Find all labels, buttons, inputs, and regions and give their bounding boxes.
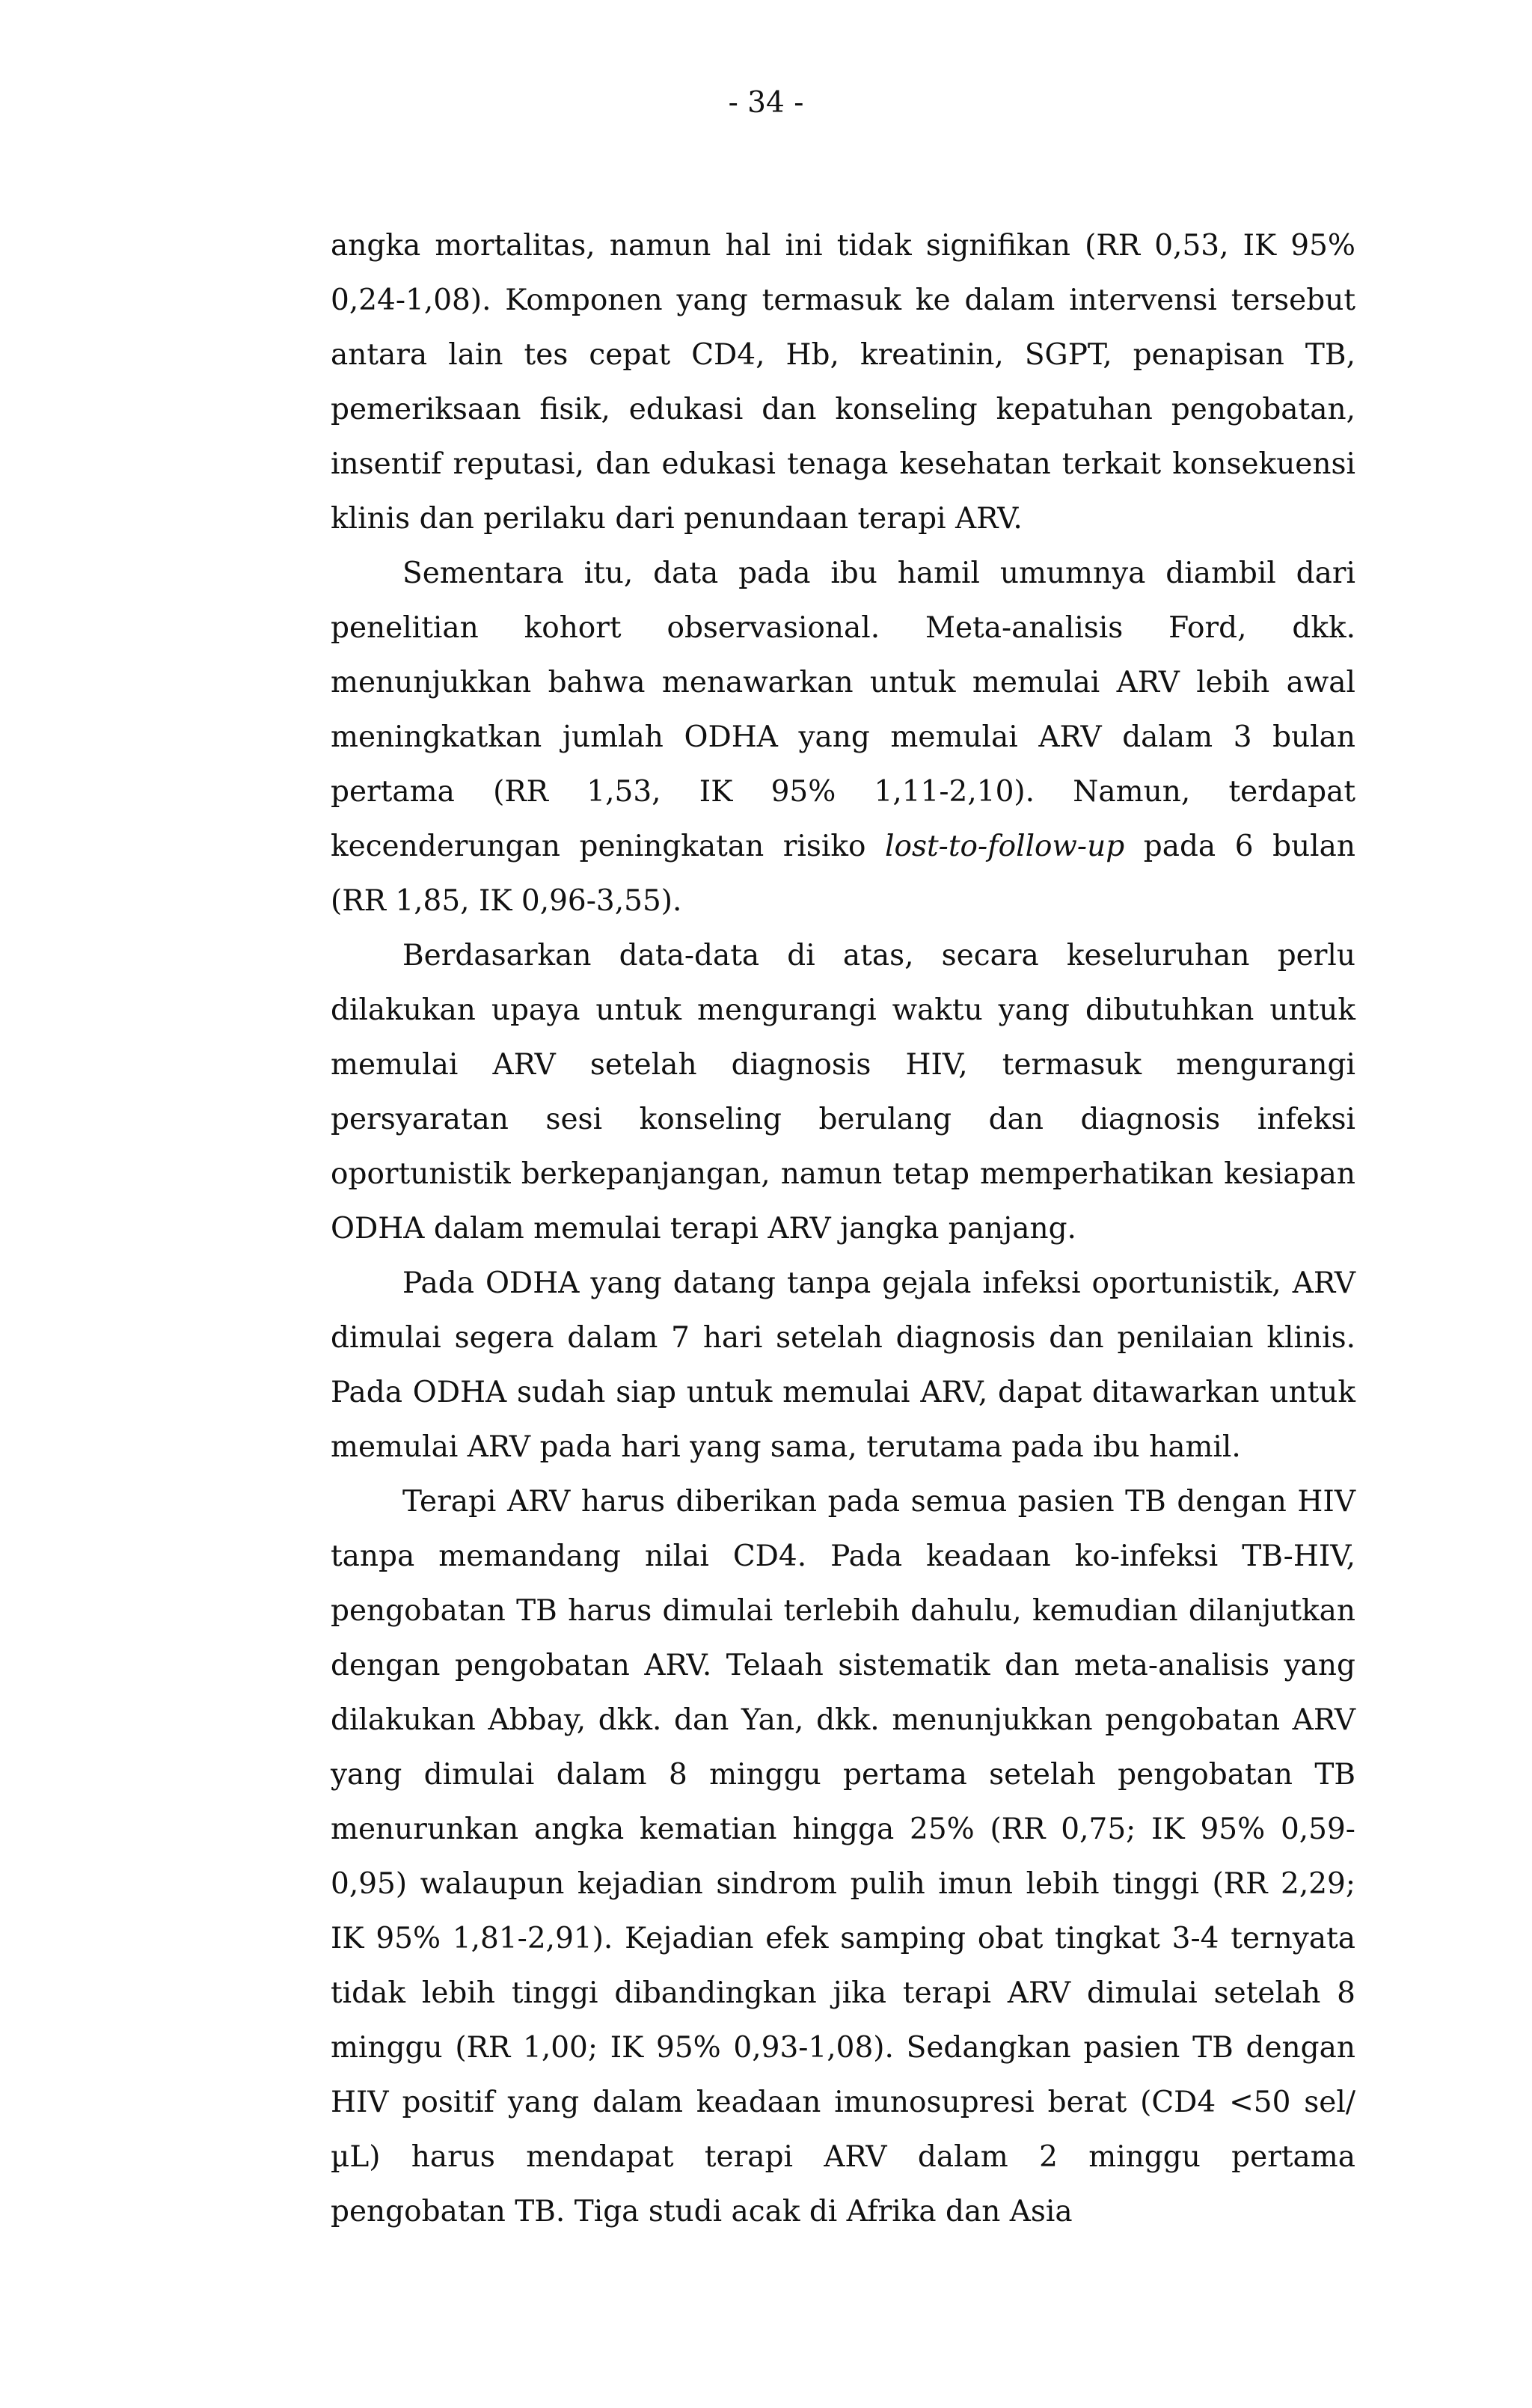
paragraph-3: Berdasarkan data-data di atas, secara keseluruhan perlu dilakukan upaya untuk mengurangi waktu yang dibutuhkan untuk memulai ARV setelah diagnosis HIV, termasuk mengurangi persyaratan sesi konseling berulang dan diagnosis infeksi oportunistik berkepanjangan, namun tetap memperhatikan kesiapan ODHA dalam memulai terapi ARV jangka panjang. <box>331 939 1355 1246</box>
document-body <box>331 218 1355 2239</box>
paragraph-2-text-end: pada 6 bulan (RR 1,85, IK 0,96-3,55). <box>331 830 1355 918</box>
paragraph-2-text-start: Sementara itu, data pada ibu hamil umumnya diambil dari penelitian kohort observasional. Meta-analisis Ford, dkk. menunjukkan bahwa menawarkan untuk memulai ARV lebih awal meningkatkan jumlah ODHA yang memulai ARV dalam 3 bulan pertama (RR 1,53, IK 95% 1,11-2,10). Namun, terdapat kecenderungan peningkatan risiko <box>331 557 1355 863</box>
paragraph-5: Terapi ARV harus diberikan pada semua pasien TB dengan HIV tanpa memandang nilai CD4. Pada keadaan ko-infeksi TB-HIV, pengobatan TB harus dimulai terlebih dahulu, kemudian dilanjutkan dengan pengobatan ARV. Telaah sistematik dan meta-analisis yang dilakukan Abbay, dkk. dan Yan, dkk. menunjukkan pengobatan ARV yang dimulai dalam 8 minggu pertama setelah pengobatan TB menurunkan angka kematian hingga 25% (RR 0,75; IK 95% 0,59-0,95) walaupun kejadian sindrom pulih imun lebih tinggi (RR 2,29; IK 95% 1,81-2,91). Kejadian efek samping obat tingkat 3-4 ternyata tidak lebih tinggi dibandingkan jika terapi ARV dimulai setelah 8 minggu (RR 1,00; IK 95% 0,93-1,08). Sedangkan pasien TB dengan HIV positif yang dalam keadaan imunosupresi berat (CD4 <50 sel/µL) harus mendapat terapi ARV dalam 2 minggu pertama pengobatan TB. Tiga studi acak di Afrika dan Asia <box>331 1485 1355 2228</box>
paragraph-2-italic-term: lost-to-follow-up <box>885 830 1125 863</box>
paragraph-1: angka mortalitas, namun hal ini tidak signifikan (RR 0,53, IK 95% 0,24-1,08). Komponen yang termasuk ke dalam intervensi tersebut antara lain tes cepat CD4, Hb, kreatinin, SGPT, penapisan TB, pemeriksaan fisik, edukasi dan konseling kepatuhan pengobatan, insentif reputasi, dan edukasi tenaga kesehatan terkait konsekuensi klinis dan perilaku dari penundaan terapi ARV. <box>331 229 1355 536</box>
page-number: - 34 - <box>728 86 804 120</box>
paragraph-4: Pada ODHA yang datang tanpa gejala infeksi oportunistik, ARV dimulai segera dalam 7 hari setelah diagnosis dan penilaian klinis. Pada ODHA sudah siap untuk memulai ARV, dapat ditawarkan untuk memulai ARV pada hari yang sama, terutama pada ibu hamil. <box>331 1266 1355 1464</box>
paragraph-2 <box>331 546 1355 928</box>
